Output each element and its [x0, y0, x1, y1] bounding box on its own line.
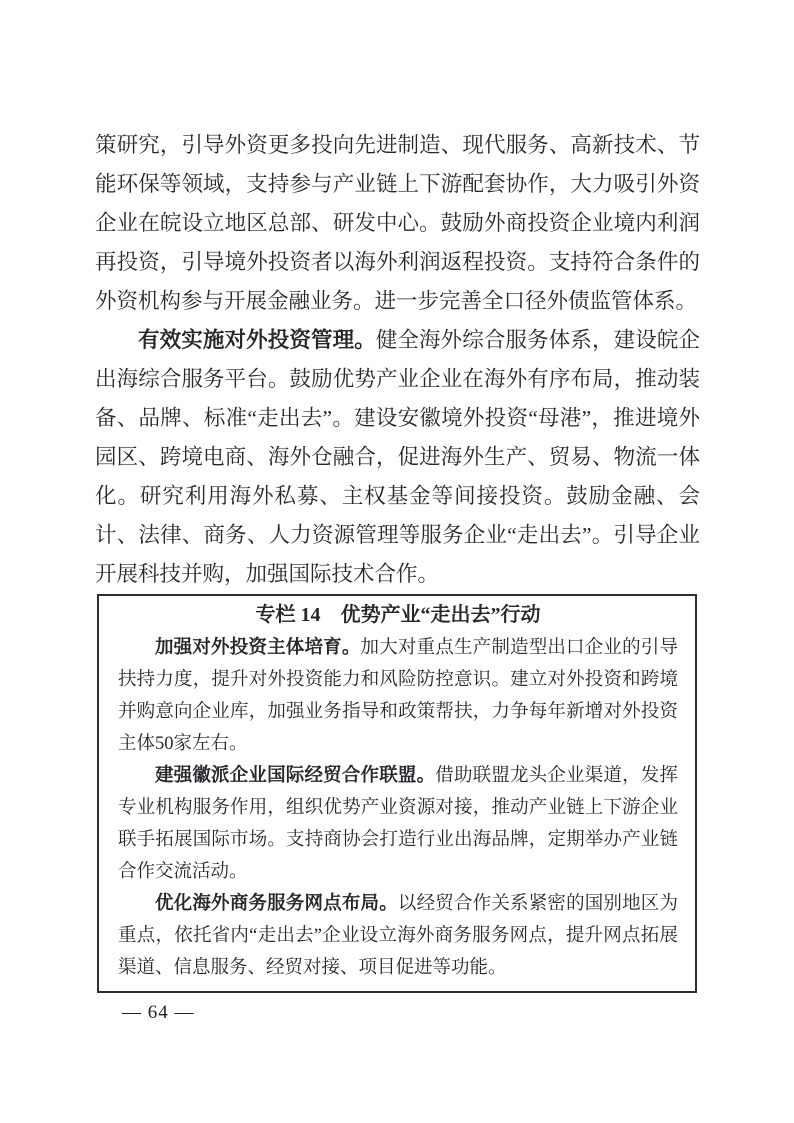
- callout-paragraph-lead: 加强对外投资主体培育。: [155, 638, 361, 658]
- page-number: — 64 —: [122, 1002, 195, 1023]
- callout-paragraph-text: 借助联盟龙头企业渠道，发挥专业机构服务作用，组织优势产业资源对接，推动产业链上下游企业联手拓展国际市场。支持商协会打造行业出海品牌，定期举办产业链合作交流活动。: [118, 766, 678, 882]
- paragraph-text: 健全海外综合服务体系，建设皖企出海综合服务平台。鼓励优势产业企业在海外有序布局，推动装备、品牌、标准“走出去”。建设安徽境外投资“母港”，推进境外园区、跨境电商、海外仓融合，促进海外生产、贸易、物流一体化。研究利用海外私募、主权基金等间接投资。鼓励金融、会计、法律、商务、人力资源管理等服务企业“走出去”。引导企业开展科技并购，加强国际技术合作。: [95, 328, 700, 586]
- callout-paragraph: [118, 632, 678, 760]
- paragraph-text: 策研究，引导外资更多投向先进制造、现代服务、高新技术、节能环保等领域，支持参与产业链上下游配套协作，大力吸引外资企业在皖设立地区总部、研发中心。鼓励外商投资企业境内利润再投资，引导境外投资者以海外利润返程投资。支持符合条件的外资机构参与开展金融业务。进一步完善全口径外债监管体系。: [95, 133, 700, 313]
- callout-paragraph-lead: 建强徽派企业国际经贸合作联盟。: [155, 766, 436, 786]
- callout-paragraph-text: 加大对重点生产制造型出口企业的引导扶持力度，提升对外投资能力和风险防控意识。建立对外投资和跨境并购意向企业库，加强业务指导和政策帮扶，力争每年新增对外投资主体50家左右。: [118, 638, 678, 754]
- callout-paragraph: [118, 760, 678, 888]
- callout-paragraph: [118, 888, 678, 984]
- paragraph-lead: 有效实施对外投资管理。: [138, 328, 376, 352]
- body-paragraph: [95, 126, 700, 321]
- callout-paragraph-text: 以经贸合作关系紧密的国别地区为重点，依托省内“走出去”企业设立海外商务服务网点，提升网点拓展渠道、信息服务、经贸对接、项目促进等功能。: [118, 894, 678, 978]
- callout-title: 专栏 14 优势产业“走出去”行动: [255, 604, 541, 626]
- body-paragraph: [95, 321, 700, 594]
- callout-box: [97, 594, 697, 993]
- callout-paragraph-lead: 优化海外商务服务网点布局。: [155, 894, 398, 914]
- page-content: [95, 126, 700, 993]
